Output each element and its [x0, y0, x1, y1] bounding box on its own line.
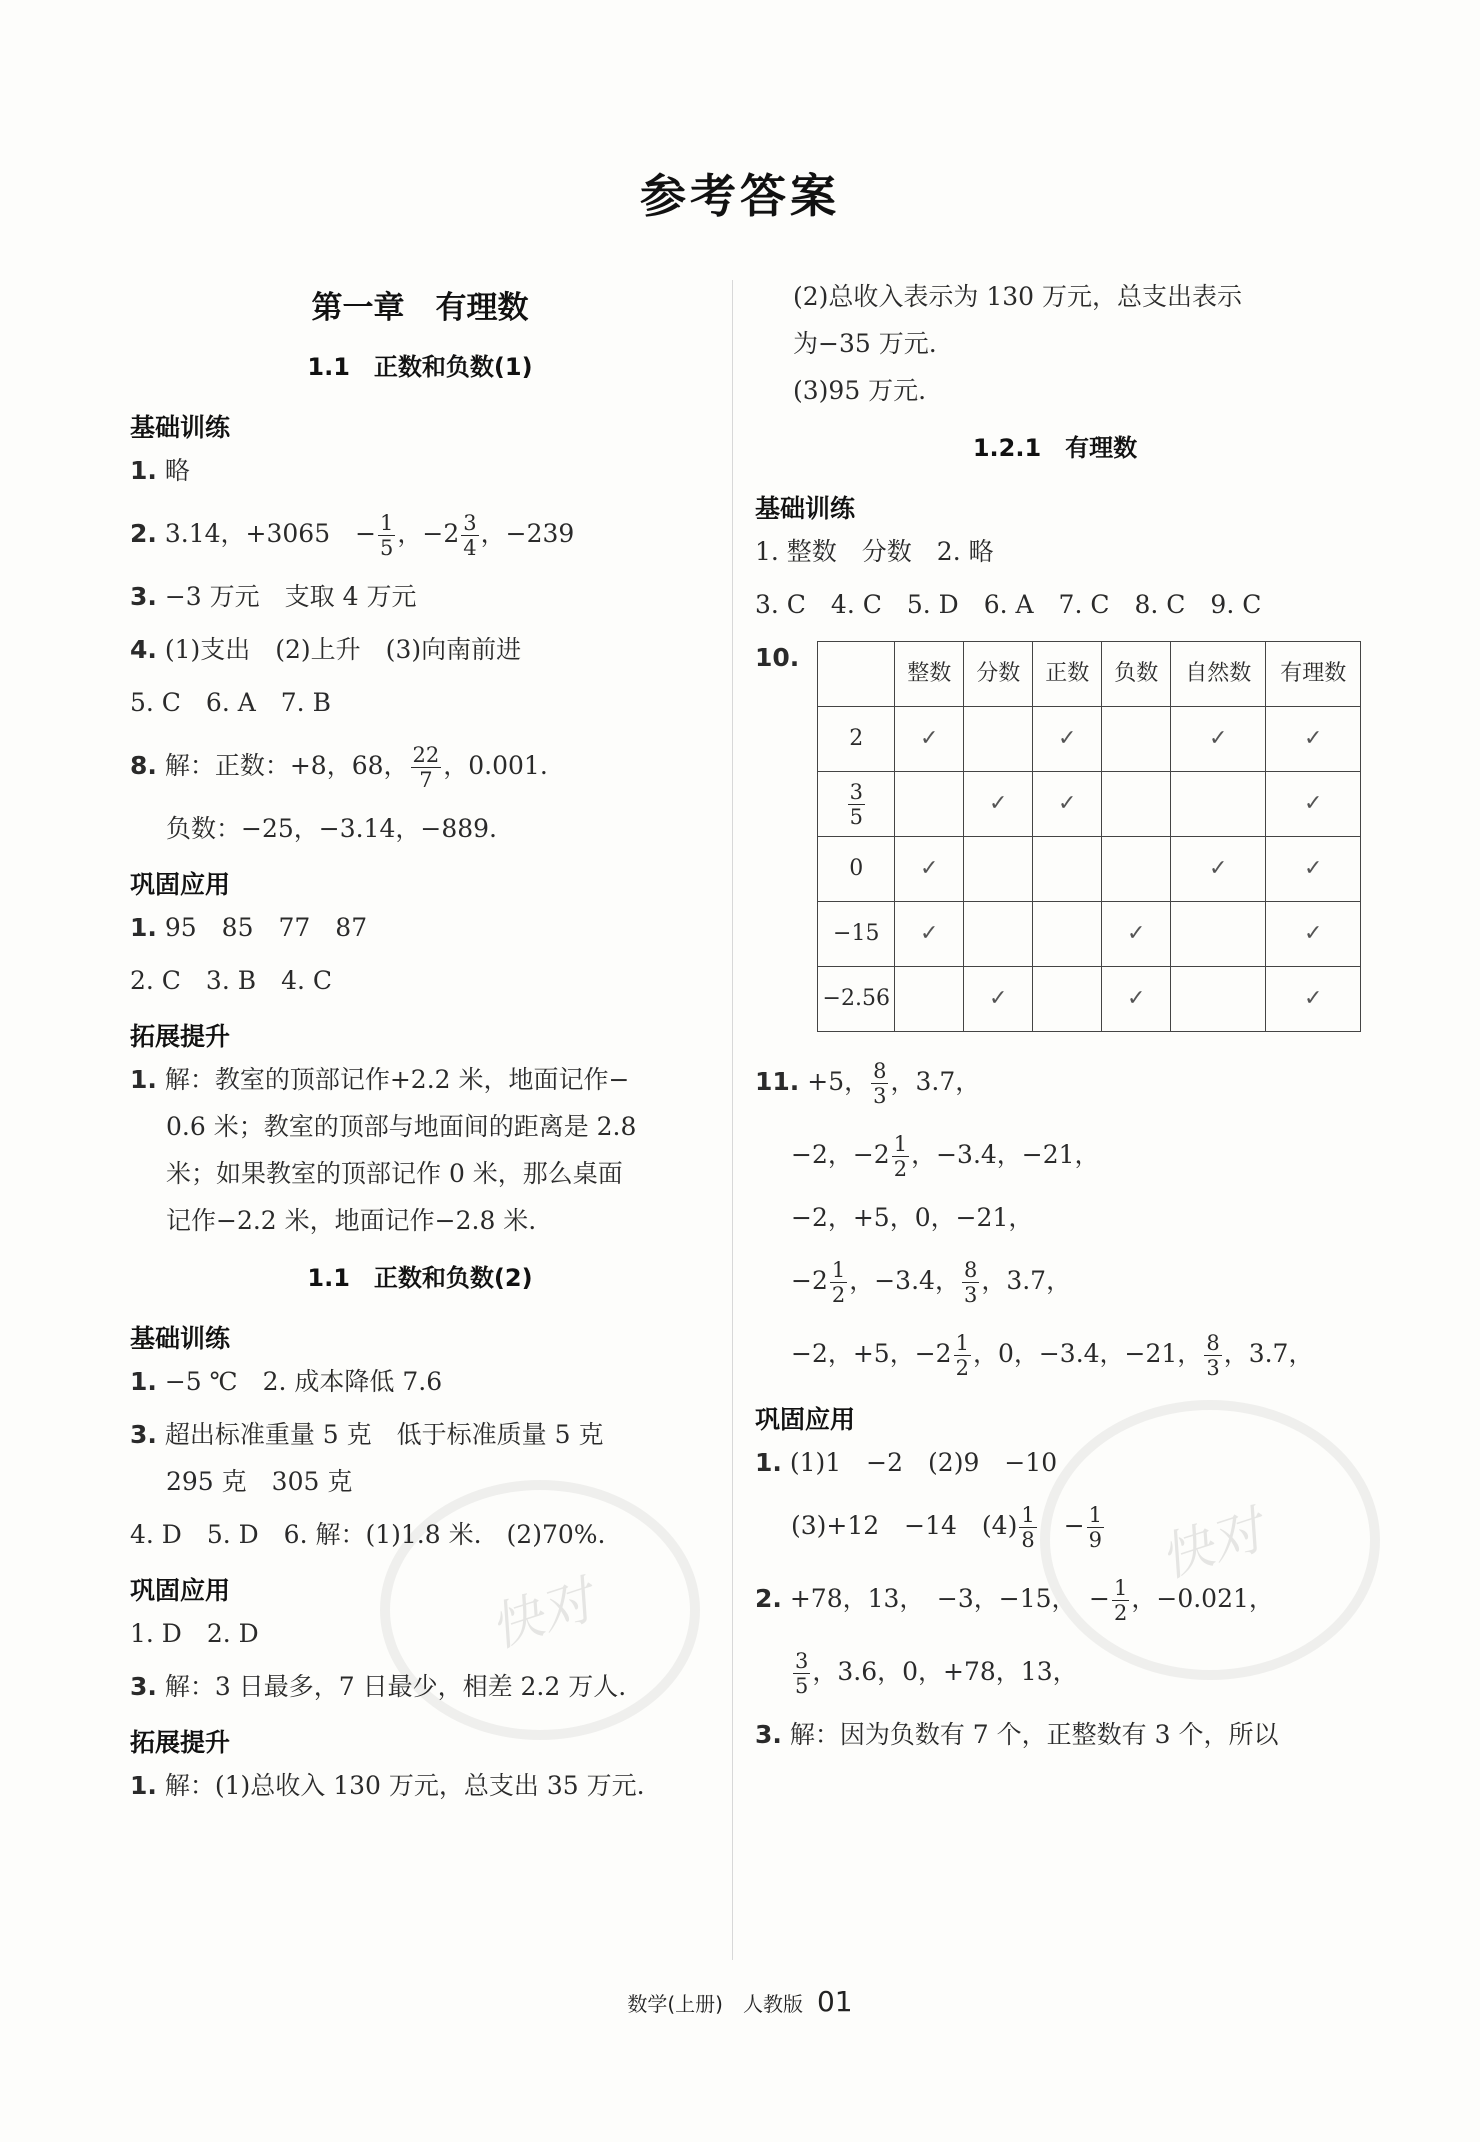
- table-row: [818, 837, 1361, 902]
- answer-line: 2. 3.14，+3065 − $\frac{1}{5}$ ，−2 $\frac{3}{4}$ ，−239: [130, 511, 575, 560]
- fraction: $\frac{3}{4}$: [463, 511, 477, 560]
- answer-line: 3. C 4. C 5. D 6. A 7. C 8. C 9. C: [755, 590, 1262, 619]
- section-title: 1.2.1 有理数: [972, 434, 1138, 462]
- table-header-cell: 自然数: [1171, 642, 1266, 707]
- answer-line: 记作−2.2 米，地面记作−2.8 米.: [166, 1206, 537, 1235]
- fraction: $\frac{1}{2}$: [955, 1331, 969, 1380]
- answer-line-table: 10. 整数 分数 正数 负数 自然数 有理数 2 ✓ ✓ ✓ ✓ $\frac{3}{5}$ ✓ ✓ ✓ 0 ✓ ✓ ✓ −15 ✓ ✓ ✓ −2.56 ✓ ✓ ✓: [755, 641, 1355, 1041]
- book-label: 数学(上册) 人教版: [627, 1992, 803, 2016]
- table-header-cell: [818, 642, 895, 707]
- chapter-title: 第一章 有理数: [311, 290, 529, 326]
- check-mark: ✓: [1102, 967, 1171, 1032]
- answer-line: 3. 解：3 日最多，7 日最少，相差 2.2 万人.: [130, 1672, 627, 1701]
- empty-cell: [895, 772, 964, 837]
- fraction: $\frac{22}{7}$: [412, 743, 440, 792]
- empty-cell: [964, 837, 1033, 902]
- row-label: −15: [818, 902, 895, 967]
- number-classification-table: [817, 641, 1361, 1032]
- table-header-cell: 正数: [1033, 642, 1102, 707]
- answer-line: 8. 解：正数：+8，68， $\frac{22}{7}$ ，0.001.: [130, 743, 548, 792]
- answer-line: −2，+5，0，−21，: [791, 1203, 1034, 1232]
- empty-cell: [1033, 837, 1102, 902]
- section-title: 1.1 正数和负数(1): [307, 353, 533, 381]
- answer-line: −2，−2 $\frac{1}{2}$ ，−3.4，−21，: [791, 1132, 1100, 1181]
- fraction: $\frac{8}{3}$: [873, 1059, 887, 1108]
- table-row: [818, 707, 1361, 772]
- fraction: $\frac{1}{9}$: [1088, 1503, 1103, 1552]
- answer-line: $\frac{3}{5}$ ，3.6，0，+78，13，: [795, 1649, 1078, 1698]
- answer-line: 1. 略: [130, 456, 190, 485]
- check-mark: ✓: [1171, 837, 1266, 902]
- answer-line: 1. 整数 分数 2. 略: [755, 537, 994, 566]
- answer-line: −2 $\frac{1}{2}$ ，−3.4， $\frac{8}{3}$ ，3.7，: [791, 1258, 1072, 1307]
- answer-line: 1. −5 ℃ 2. 成本降低 7.6: [130, 1367, 443, 1396]
- table-header-cell: 分数: [964, 642, 1033, 707]
- answer-line: (2)总收入表示为 130 万元，总支出表示: [793, 282, 1243, 311]
- subsection-heading: 巩固应用: [130, 1576, 231, 1605]
- check-mark: ✓: [964, 967, 1033, 1032]
- row-label: [818, 772, 895, 837]
- answer-line: 1. (1)1 −2 (2)9 −10: [755, 1448, 1058, 1477]
- subsection-heading: 基础训练: [755, 494, 856, 523]
- fraction: $\frac{1}{5}$: [380, 511, 394, 560]
- table-row: [818, 772, 1361, 837]
- answer-line: 4. D 5. D 6. 解：(1)1.8 米. (2)70%.: [130, 1520, 606, 1549]
- empty-cell: [1171, 902, 1266, 967]
- check-mark: ✓: [1266, 902, 1361, 967]
- answer-line: (3)95 万元.: [793, 376, 927, 405]
- watermark-logo: 快对: [380, 1480, 700, 1740]
- answer-line: (3)+12 −14 (4) $\frac{1}{8}$ − $\frac{1}{9}$: [791, 1503, 1103, 1552]
- answer-line: 2. +78，13， −3，−15， − $\frac{1}{2}$ ，−0.021，: [755, 1576, 1274, 1625]
- subsection-heading: 基础训练: [130, 413, 231, 442]
- answer-line: 负数：−25，−3.14，−889.: [166, 814, 497, 843]
- answer-line: 3. 解：因为负数有 7 个，正整数有 3 个，所以: [755, 1720, 1279, 1749]
- answer-line: 1. D 2. D: [130, 1619, 259, 1648]
- answer-line: 2. C 3. B 4. C: [130, 966, 333, 995]
- left-column: [130, 270, 710, 1822]
- check-mark: ✓: [895, 902, 964, 967]
- empty-cell: [1033, 902, 1102, 967]
- right-column: [755, 270, 1355, 1771]
- page-title: 参考答案: [640, 169, 840, 223]
- fraction: $\frac{3}{5}$: [849, 779, 863, 829]
- check-mark: ✓: [1266, 967, 1361, 1032]
- page-number: 01: [816, 1985, 853, 2018]
- fraction: $\frac{3}{5}$: [795, 1649, 809, 1698]
- table-header-cell: 有理数: [1266, 642, 1361, 707]
- check-mark: ✓: [1171, 707, 1266, 772]
- empty-cell: [1171, 772, 1266, 837]
- empty-cell: [1171, 967, 1266, 1032]
- check-mark: ✓: [895, 837, 964, 902]
- answer-line: 11. +5， $\frac{8}{3}$ ，3.7，: [755, 1059, 981, 1108]
- subsection-heading: 拓展提升: [130, 1728, 231, 1757]
- subsection-heading: 基础训练: [130, 1324, 231, 1353]
- subsection-heading: 巩固应用: [755, 1405, 856, 1434]
- answer-line: 5. C 6. A 7. B: [130, 688, 331, 717]
- empty-cell: [1102, 837, 1171, 902]
- watermark-logo: 快对: [1040, 1400, 1380, 1680]
- row-label: 2: [818, 707, 895, 772]
- row-label: −2.56: [818, 967, 895, 1032]
- empty-cell: [1033, 967, 1102, 1032]
- table-header-cell: 负数: [1102, 642, 1171, 707]
- answer-line: 0.6 米；教室的顶部与地面间的距离是 2.8: [166, 1112, 637, 1141]
- check-mark: ✓: [1102, 902, 1171, 967]
- table-header-cell: 整数: [895, 642, 964, 707]
- answer-line: 3. −3 万元 支取 4 万元: [130, 582, 417, 611]
- check-mark: ✓: [1266, 772, 1361, 837]
- fraction: $\frac{1}{2}$: [831, 1258, 846, 1307]
- empty-cell: [964, 707, 1033, 772]
- answer-line: 3. 超出标准重量 5 克 低于标准质量 5 克: [130, 1420, 604, 1449]
- table-row: [818, 967, 1361, 1032]
- answer-line: −2，+5，−2 $\frac{1}{2}$ ，0，−3.4，−21， $\frac{8}{3}$ ，3.7，: [791, 1331, 1314, 1380]
- column-divider: [732, 280, 733, 1960]
- table-row: [818, 902, 1361, 967]
- answer-line: 为−35 万元.: [793, 329, 937, 358]
- fraction: $\frac{1}{2}$: [893, 1132, 908, 1181]
- answer-line: 4. (1)支出 (2)上升 (3)向南前进: [130, 635, 522, 664]
- check-mark: ✓: [1266, 707, 1361, 772]
- answer-line: 1. 解：教室的顶部记作+2.2 米，地面记作−: [130, 1065, 630, 1094]
- fraction: $\frac{1}{2}$: [1114, 1576, 1128, 1625]
- answer-line: 295 克 305 克: [166, 1467, 353, 1496]
- subsection-heading: 拓展提升: [130, 1022, 231, 1051]
- check-mark: ✓: [1033, 707, 1102, 772]
- check-mark: ✓: [895, 707, 964, 772]
- fraction: $\frac{1}{8}$: [1021, 1503, 1035, 1552]
- empty-cell: [895, 967, 964, 1032]
- answer-line: 1. 解：(1)总收入 130 万元，总支出 35 万元.: [130, 1771, 645, 1800]
- empty-cell: [1102, 707, 1171, 772]
- check-mark: ✓: [1266, 837, 1361, 902]
- page-footer: [0, 1985, 1480, 2018]
- answer-line: 米；如果教室的顶部记作 0 米，那么桌面: [166, 1159, 623, 1188]
- empty-cell: [964, 902, 1033, 967]
- fraction: $\frac{8}{3}$: [963, 1258, 978, 1307]
- row-label: 0: [818, 837, 895, 902]
- empty-cell: [1102, 772, 1171, 837]
- check-mark: ✓: [964, 772, 1033, 837]
- section-title: 1.1 正数和负数(2): [307, 1264, 533, 1292]
- check-mark: ✓: [1033, 772, 1102, 837]
- subsection-heading: 巩固应用: [130, 870, 231, 899]
- fraction: $\frac{8}{3}$: [1206, 1331, 1220, 1380]
- answer-line: 1. 95 85 77 87: [130, 913, 368, 942]
